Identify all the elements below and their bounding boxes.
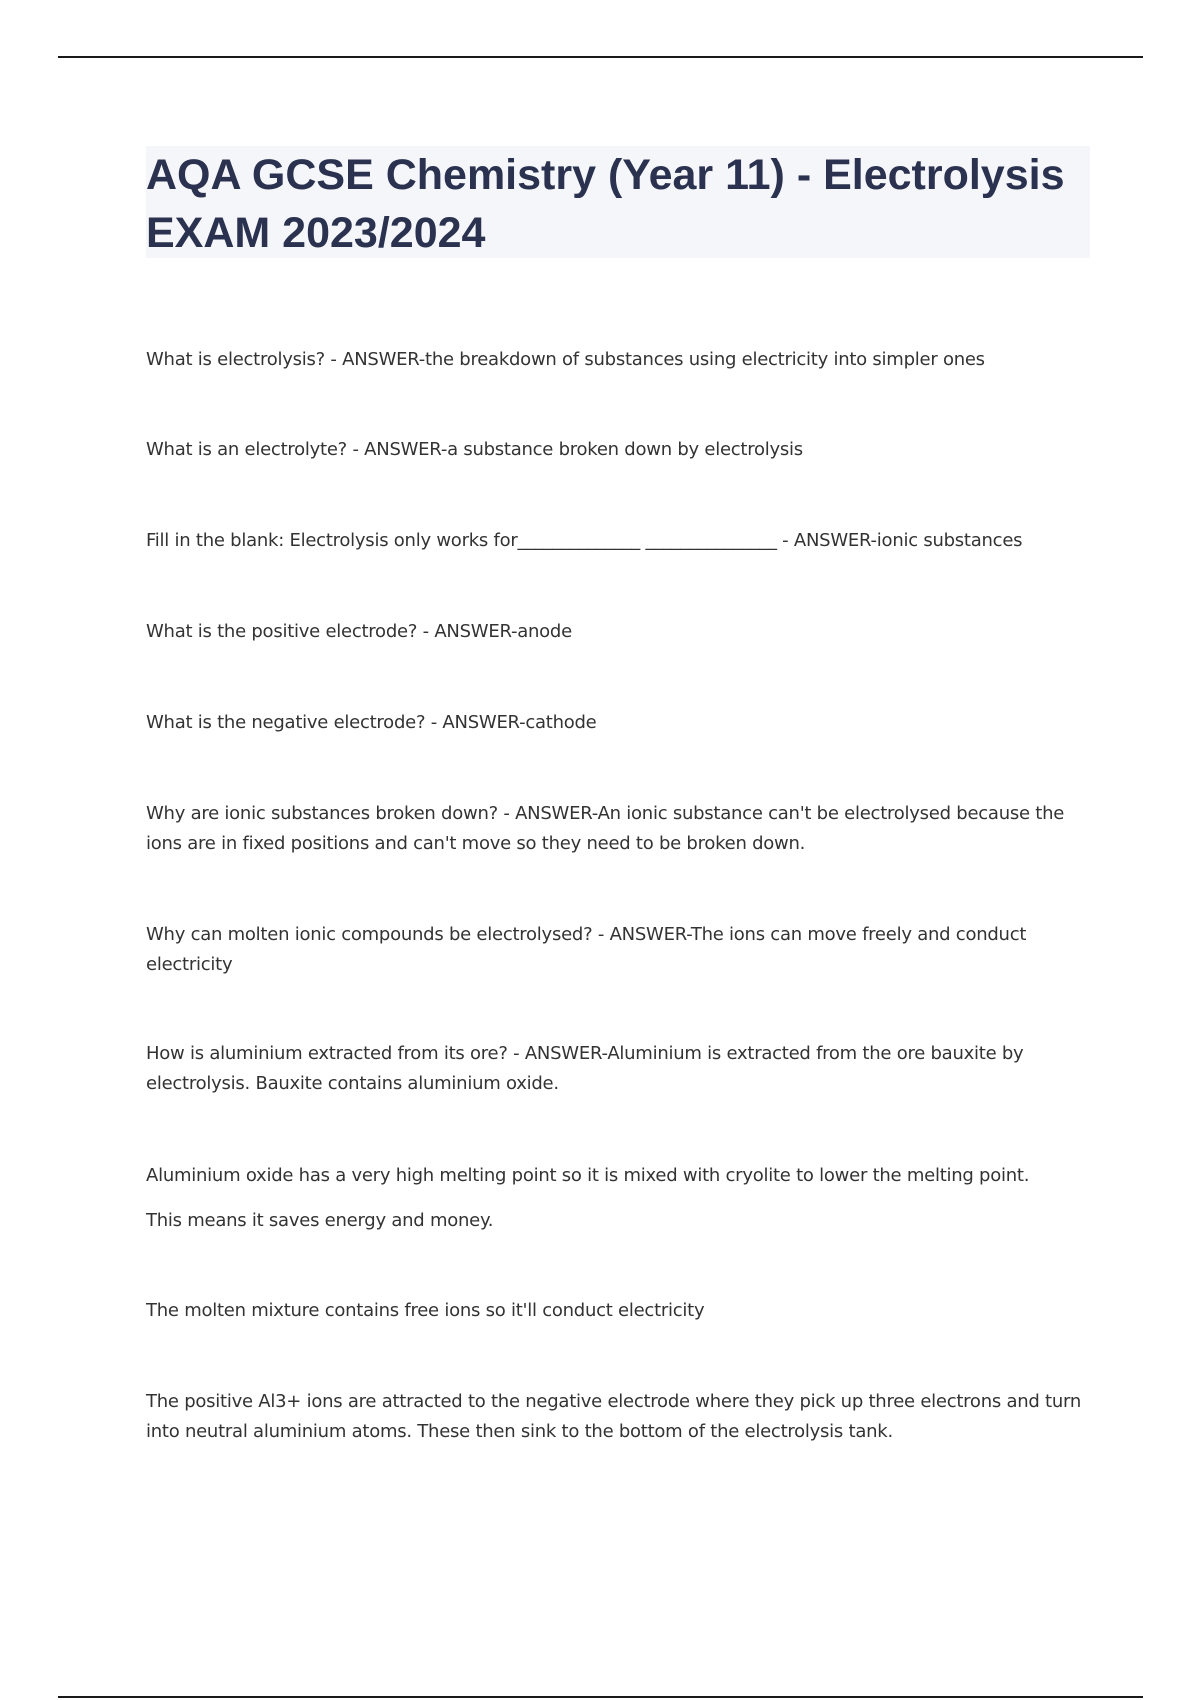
qa-item-2: What is an electrolyte? - ANSWER-a substance broken down by electrolysis bbox=[146, 439, 803, 460]
qa-item-9: Aluminium oxide has a very high melting point so it is mixed with cryolite to lower the melting point. bbox=[146, 1165, 1030, 1186]
qa-item-3: Fill in the blank: Electrolysis only works for______________ _______________ - ANSWER-ionic substances bbox=[146, 530, 1023, 551]
qa-item-6: Why are ionic substances broken down? - ANSWER-An ionic substance can't be electrolysed because the ions are in fixed positions and can't move so they need to be broken down. bbox=[146, 803, 1065, 854]
document-title: AQA GCSE Chemistry (Year 11) - Electrolysis EXAM 2023/2024 bbox=[146, 151, 1065, 257]
bottom-rule bbox=[58, 1696, 1143, 1698]
qa-item-12: The positive Al3+ ions are attracted to the negative electrode where they pick up three electrons and turn into neutral aluminium atoms. These then sink to the bottom of the electrolysis tank. bbox=[146, 1391, 1081, 1442]
qa-item-1: What is electrolysis? - ANSWER-the breakdown of substances using electricity into simpler ones bbox=[146, 349, 985, 370]
qa-item-10: This means it saves energy and money. bbox=[146, 1210, 494, 1231]
qa-item-5: What is the negative electrode? - ANSWER-cathode bbox=[146, 712, 597, 733]
title-banner bbox=[146, 146, 1090, 258]
qa-item-7: Why can molten ionic compounds be electrolysed? - ANSWER-The ions can move freely and conduct electricity bbox=[146, 924, 1027, 975]
qa-item-11: The molten mixture contains free ions so it'll conduct electricity bbox=[146, 1300, 705, 1321]
qa-item-4: What is the positive electrode? - ANSWER-anode bbox=[146, 621, 572, 642]
top-rule bbox=[58, 56, 1143, 58]
qa-item-8: How is aluminium extracted from its ore? - ANSWER-Aluminium is extracted from the ore bauxite by electrolysis. Bauxite contains aluminium oxide. bbox=[146, 1043, 1024, 1094]
